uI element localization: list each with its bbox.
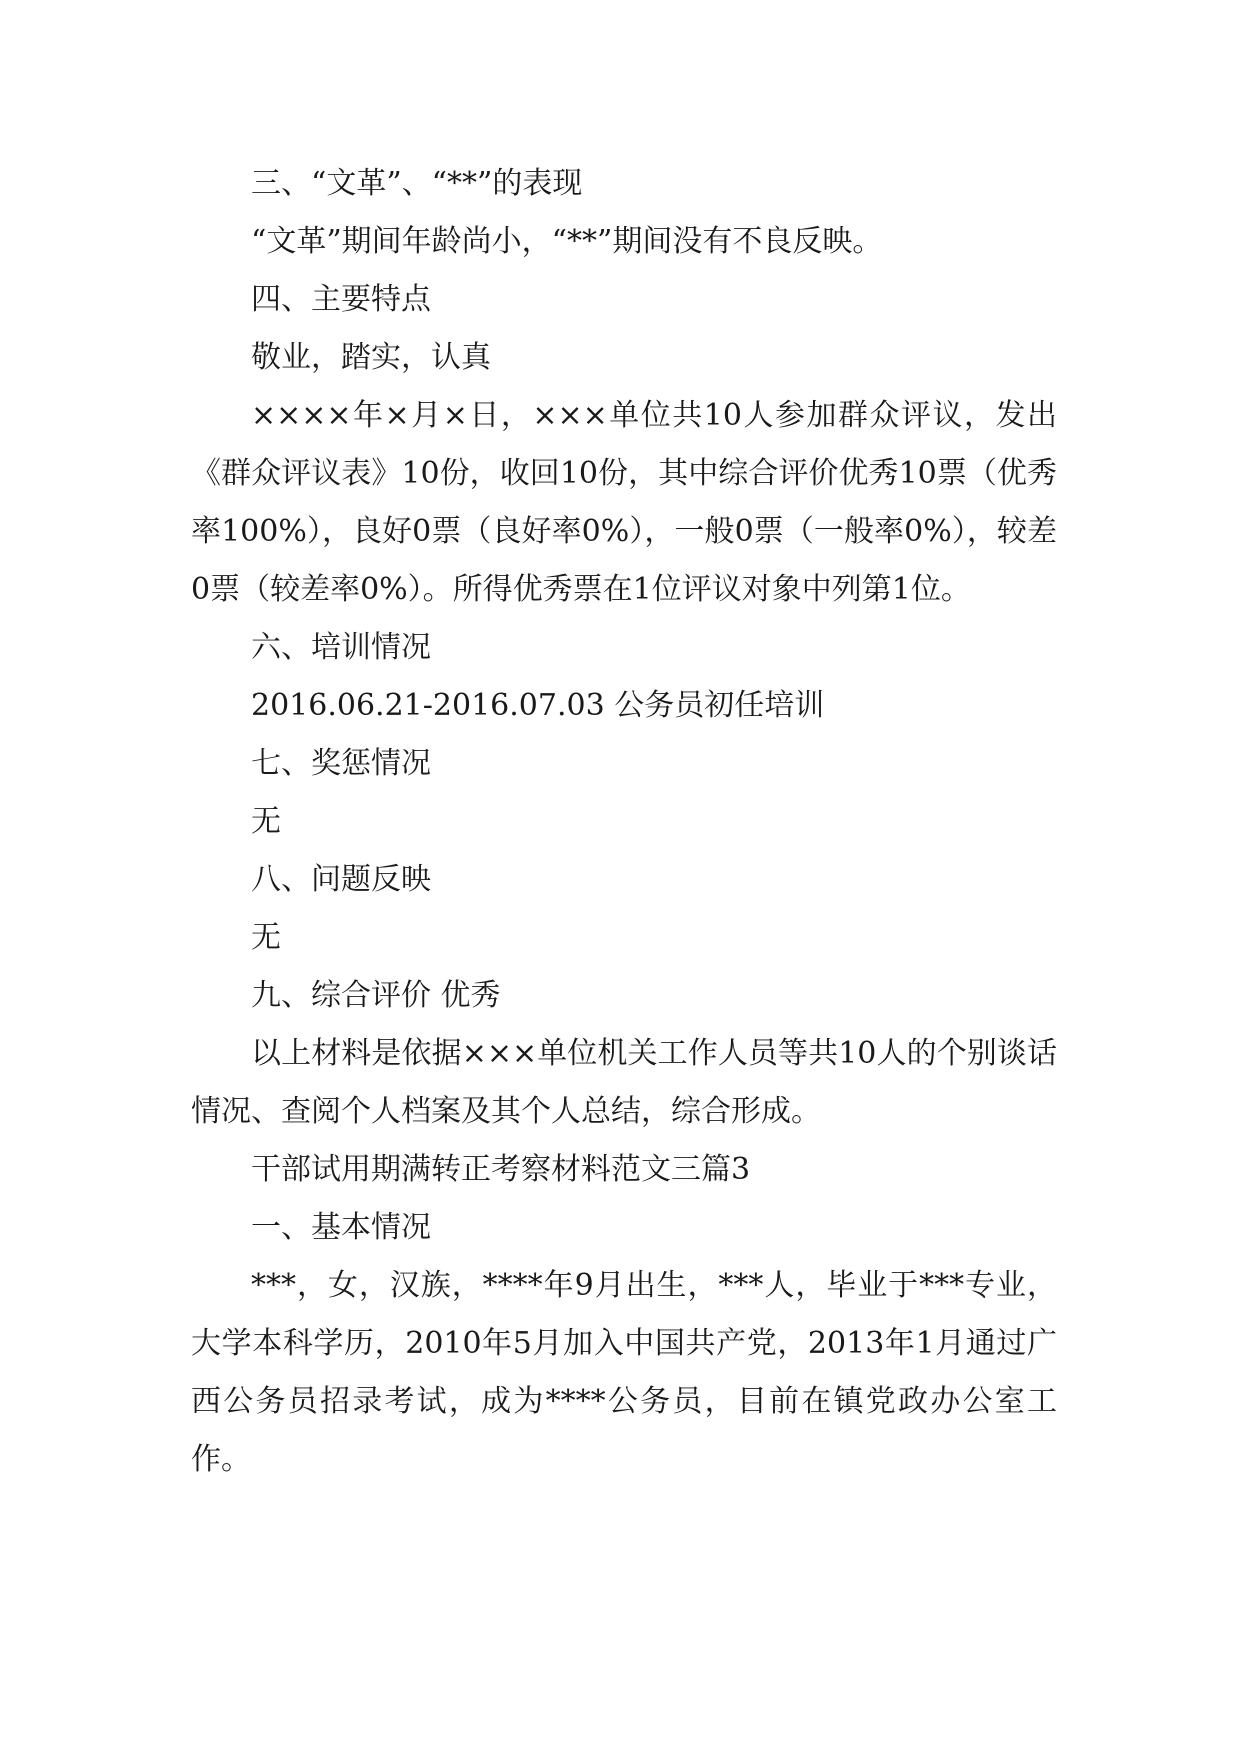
basic-info-paragraph: ***，女，汉族，****年9月出生，***人，毕业于***专业，大学本科学历，2010年5月加入中国共产党，2013年1月通过广西公务员招录考试，成为****公务员，目前在镇党政办公室工作。 — [191, 1268, 1057, 1477]
section-6-body: 2016.06.21-2016.07.03 公务员初任培训 — [251, 688, 825, 723]
section-4-body: 敬业，踏实，认真 — [251, 340, 491, 375]
section-7-body: 无 — [251, 804, 281, 839]
basic-info-heading: 一、基本情况 — [251, 1210, 431, 1245]
section-8-body: 无 — [251, 920, 281, 955]
conclusion-paragraph: 以上材料是依据×××单位机关工作人员等共10人的个别谈话情况、查阅个人档案及其个人总结，综合形成。 — [191, 1036, 1057, 1129]
mass-review-paragraph: ××××年×月×日，×××单位共10人参加群众评议，发出《群众评议表》10份，收回10份，其中综合评价优秀10票（优秀率100%），良好0票（良好率0%），一般0票（一般率0%），较差0票（较差率0%）。所得优秀票在1位评议对象中列第1位。 — [191, 398, 1057, 607]
section-9-heading: 九、综合评价 优秀 — [251, 978, 501, 1013]
section-3-body: “文革”期间年龄尚小，“**”期间没有不良反映。 — [251, 224, 883, 259]
section-7-heading: 七、奖惩情况 — [251, 746, 431, 781]
section-4-heading: 四、主要特点 — [251, 282, 431, 317]
document-body — [191, 155, 1057, 1489]
section-6-heading: 六、培训情况 — [251, 630, 431, 665]
section-8-heading: 八、问题反映 — [251, 862, 431, 897]
article-3-title: 干部试用期满转正考察材料范文三篇3 — [251, 1152, 751, 1187]
section-3-heading: 三、“文革”、“**”的表现 — [251, 166, 583, 201]
